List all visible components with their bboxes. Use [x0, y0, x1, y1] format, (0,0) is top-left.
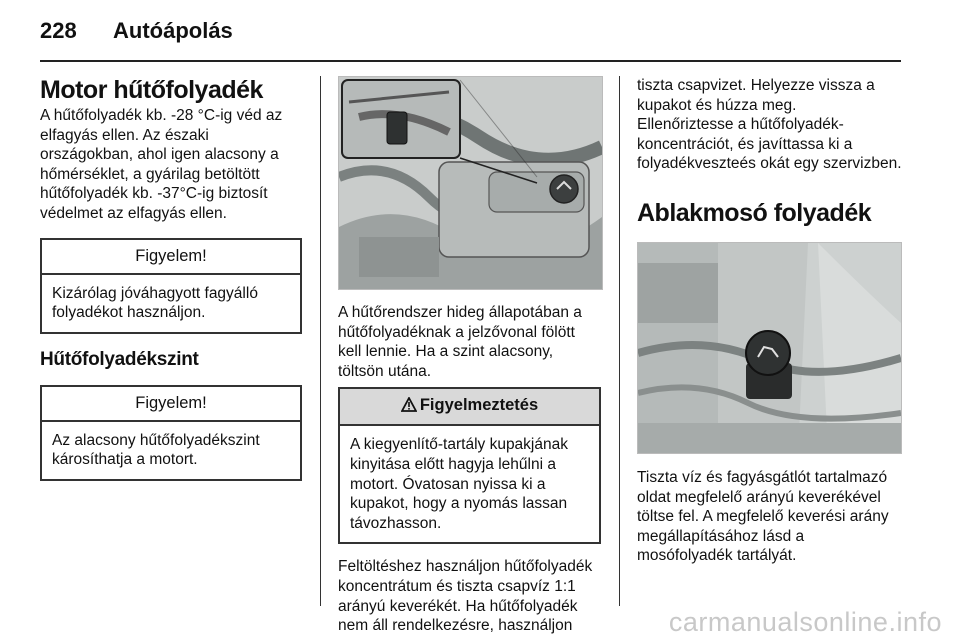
washer-fluid-heading: Ablakmosó folyadék: [637, 198, 872, 227]
washer-fluid-text: Tiszta víz és fagyásgátlót tartalmazó oldat megfelelő arányú keverékével töltse fel. A megfelelő keverési arány megállapításához lásd a mosófolyadék tartályát.: [637, 468, 889, 565]
washer-reservoir-illustration: [638, 243, 901, 453]
header-divider: [40, 60, 901, 62]
coolant-heading: Motor hűtőfolyadék: [40, 76, 263, 104]
notice-box: [40, 238, 302, 334]
warning-box: [338, 387, 601, 544]
column-2: [338, 76, 601, 636]
column-3: [637, 76, 902, 566]
section-title: Autóápolás: [113, 18, 233, 43]
washer-reservoir-photo: [637, 242, 902, 454]
coolant-reservoir-photo: [338, 76, 603, 290]
column-1: [40, 76, 302, 481]
notice-body: Kizárólag jóváhagyott fagyálló folyadékot használjon.: [52, 284, 258, 322]
coolant-level-text: A hűtőrendszer hideg állapotában a hűtőfolyadéknak a jelzővonal fölött kell lennie. Ha a szint alacsony, töltsön utána.: [338, 304, 582, 380]
notice-box: [40, 385, 302, 481]
watermark: carmanualsonline.info: [668, 607, 942, 637]
coolant-level-subheading: Hűtőfolyadékszint: [40, 348, 199, 370]
warning-body: A kiegyenlítő-tartály kupakjának kinyitása előtt hagyja lehűlni a motort. Óvatosan nyissa ki a kupakot, hogy a nyomás lassan távozhasson.: [350, 436, 568, 532]
engine-bay-illustration: [339, 77, 602, 289]
coolant-continued-text: tiszta csapvizet. Helyezze vissza a kupakot és húzza meg. Ellenőriztesse a hűtőfolyadék-koncentrációt, és javíttassa ki a folyadékveszteés okát egy szervizben.: [637, 77, 902, 173]
warning-title-bar: [340, 389, 599, 426]
coolant-fill-text: Feltöltéshez használjon hűtőfolyadék koncentrátum és tiszta csapvíz 1:1 arányú keverékét. Ha hűtőfolyadék nem áll rendelkezésre, használjon: [338, 558, 593, 635]
warning-triangle-icon: [401, 397, 417, 417]
notice-title: Figyelem!: [42, 240, 300, 275]
warning-title: Figyelmeztetés: [419, 396, 539, 415]
coolant-intro: A hűtőfolyadék kb. -28 °C-ig véd az elfagyás ellen. Az északi országokban, ahol igen alacsony a hőmérséklet, a gyárilag betöltött hűtőfolyadék kb. -37°C-ig biztosít védelmet az elfagyás ellen.: [40, 107, 283, 222]
column-divider: [320, 76, 321, 606]
column-divider: [619, 76, 620, 606]
page-number: 228: [40, 18, 77, 43]
notice-title: Figyelem!: [42, 387, 300, 422]
notice-body: Az alacsony hűtőfolyadékszint károsíthatja a motort.: [52, 431, 260, 469]
